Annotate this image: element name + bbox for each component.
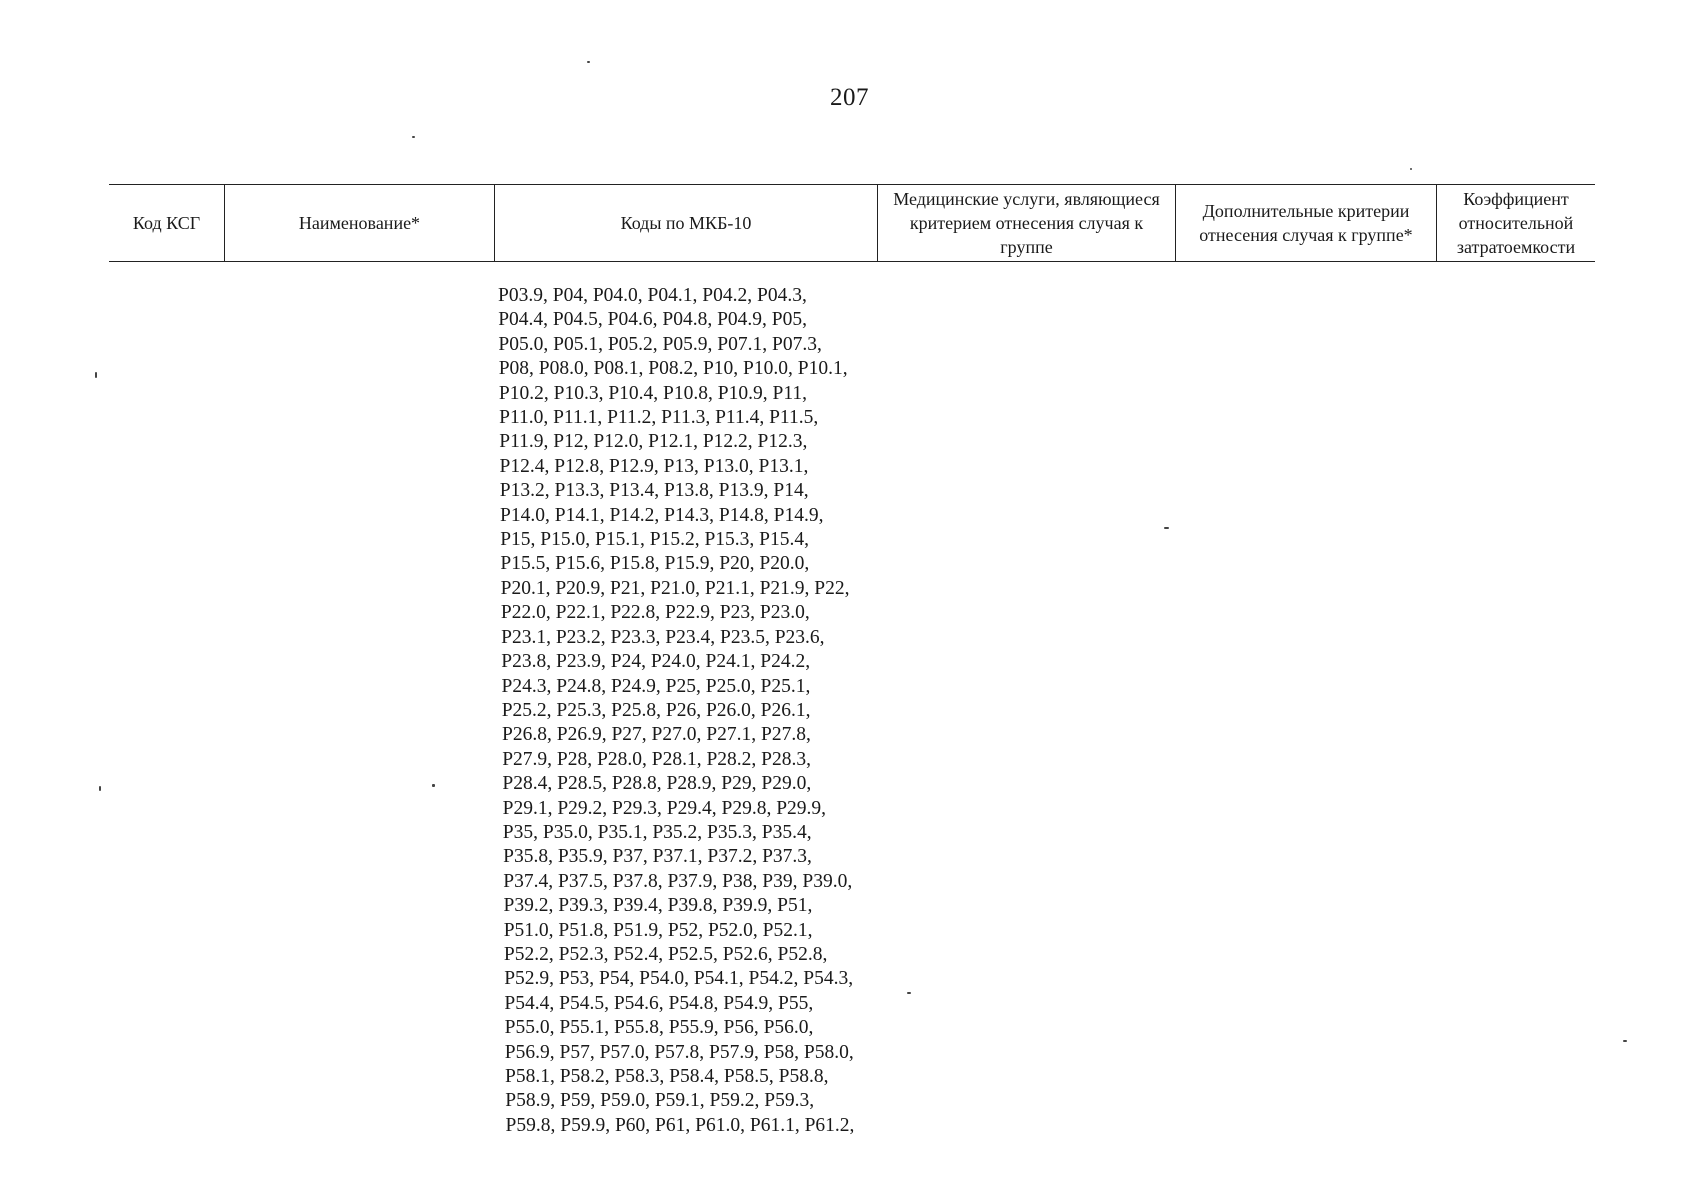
icd-code-line: P15.5, P15.6, P15.8, P15.9, P20, P20.0, [500, 553, 810, 575]
icd-code-line: P24.3, P24.8, P24.9, P25, P25.0, P25.1, [501, 675, 811, 697]
icd-code-line: P58.1, P58.2, P58.3, P58.4, P58.5, P58.8, [505, 1066, 829, 1087]
icd-code-line: P15, P15.0, P15.1, P15.2, P15.3, P15.4, [500, 529, 810, 551]
table-header-row [109, 184, 1595, 262]
icd-code-line: P11.0, P11.1, P11.2, P11.3, P11.4, P11.5, [499, 407, 819, 429]
icd-code-line: P13.2, P13.3, P13.4, P13.8, P13.9, P14, [499, 480, 809, 502]
header-icd-codes: Коды по МКБ-10 [495, 185, 878, 261]
icd-code-line: P26.8, P26.9, P27, P27.0, P27.1, P27.8, [502, 724, 811, 746]
icd-code-line: P11.9, P12, P12.0, P12.1, P12.2, P12.3, [499, 431, 808, 453]
icd-code-line: P25.2, P25.3, P25.8, P26, P26.0, P26.1, [501, 699, 811, 721]
scan-speck [99, 786, 101, 791]
icd-code-line: P29.1, P29.2, P29.3, P29.4, P29.8, P29.9, [502, 797, 827, 819]
header-additional-criteria: Дополнительные критерии отнесения случая к группе* [1176, 185, 1437, 261]
icd-code-line: P04.4, P04.5, P04.6, P04.8, P04.9, P05, [498, 309, 808, 331]
scan-speck [95, 372, 97, 378]
icd-code-line: P51.0, P51.8, P51.9, P52, P52.0, P52.1, [503, 919, 813, 941]
icd-code-line: P37.4, P37.5, P37.8, P37.9, P38, P39, P39.0, [503, 870, 853, 892]
scan-speck [1623, 1040, 1627, 1042]
header-name: Наименование* [225, 185, 495, 261]
page-number: 207 [830, 84, 869, 111]
icd-code-line: P23.1, P23.2, P23.3, P23.4, P23.5, P23.6, [501, 626, 825, 648]
scan-speck [1164, 527, 1169, 529]
icd-code-line: P59.8, P59.9, P60, P61, P61.0, P61.1, P61.2, [505, 1114, 855, 1136]
icd-code-line: P20.1, P20.9, P21, P21.0, P21.1, P21.9, P22, [500, 577, 850, 599]
header-cost-coefficient: Коэффициент относительной затратоемкости [1456, 189, 1576, 257]
icd-code-line: P27.9, P28, P28.0, P28.1, P28.2, P28.3, [502, 748, 812, 770]
scan-speck [587, 61, 590, 63]
header-medical-services: Медицинские услуги, являющиеся критерием отнесения случая к группе [878, 185, 1176, 261]
header-ksg-code: Код КСГ [109, 185, 225, 261]
icd-code-line: P14.0, P14.1, P14.2, P14.3, P14.8, P14.9, [500, 504, 824, 526]
icd-code-line: P35.8, P35.9, P37, P37.1, P37.2, P37.3, [503, 846, 812, 868]
icd-code-line: P03.9, P04, P04.0, P04.1, P04.2, P04.3, [498, 285, 807, 306]
scan-speck [1410, 168, 1412, 170]
icd-code-line: P12.4, P12.8, P12.9, P13, P13.0, P13.1, [499, 455, 809, 477]
icd-code-line: P54.4, P54.5, P54.6, P54.8, P54.9, P55, [504, 992, 814, 1014]
icd-code-list [498, 284, 898, 1138]
scan-speck [412, 136, 415, 138]
icd-code-line: P55.0, P55.1, P55.8, P55.9, P56, P56.0, [504, 1017, 814, 1039]
icd-code-line: P58.9, P59, P59.0, P59.1, P59.2, P59.3, [505, 1090, 815, 1112]
icd-code-line: P22.0, P22.1, P22.8, P22.9, P23, P23.0, [500, 602, 810, 624]
icd-code-line: P10.2, P10.3, P10.4, P10.8, P10.9, P11, [498, 382, 807, 404]
icd-code-line: P52.9, P53, P54, P54.0, P54.1, P54.2, P54.3, [504, 968, 854, 990]
icd-code-line: P39.2, P39.3, P39.4, P39.8, P39.9, P51, [503, 895, 813, 917]
icd-code-line: P08, P08.0, P08.1, P08.2, P10, P10.0, P10.1, [498, 358, 848, 380]
icd-code-line: P56.9, P57, P57.0, P57.8, P57.9, P58, P58.0, [504, 1041, 854, 1063]
icd-code-line: P35, P35.0, P35.1, P35.2, P35.3, P35.4, [502, 821, 812, 843]
icd-code-line: P52.2, P52.3, P52.4, P52.5, P52.6, P52.8, [503, 943, 828, 965]
icd-code-line: P05.0, P05.1, P05.2, P05.9, P07.1, P07.3, [498, 333, 822, 355]
icd-code-line: P28.4, P28.5, P28.8, P28.9, P29, P29.0, [502, 773, 812, 795]
scan-speck [432, 784, 435, 787]
scan-speck [907, 992, 911, 994]
icd-code-line: P23.8, P23.9, P24, P24.0, P24.1, P24.2, [501, 651, 811, 673]
